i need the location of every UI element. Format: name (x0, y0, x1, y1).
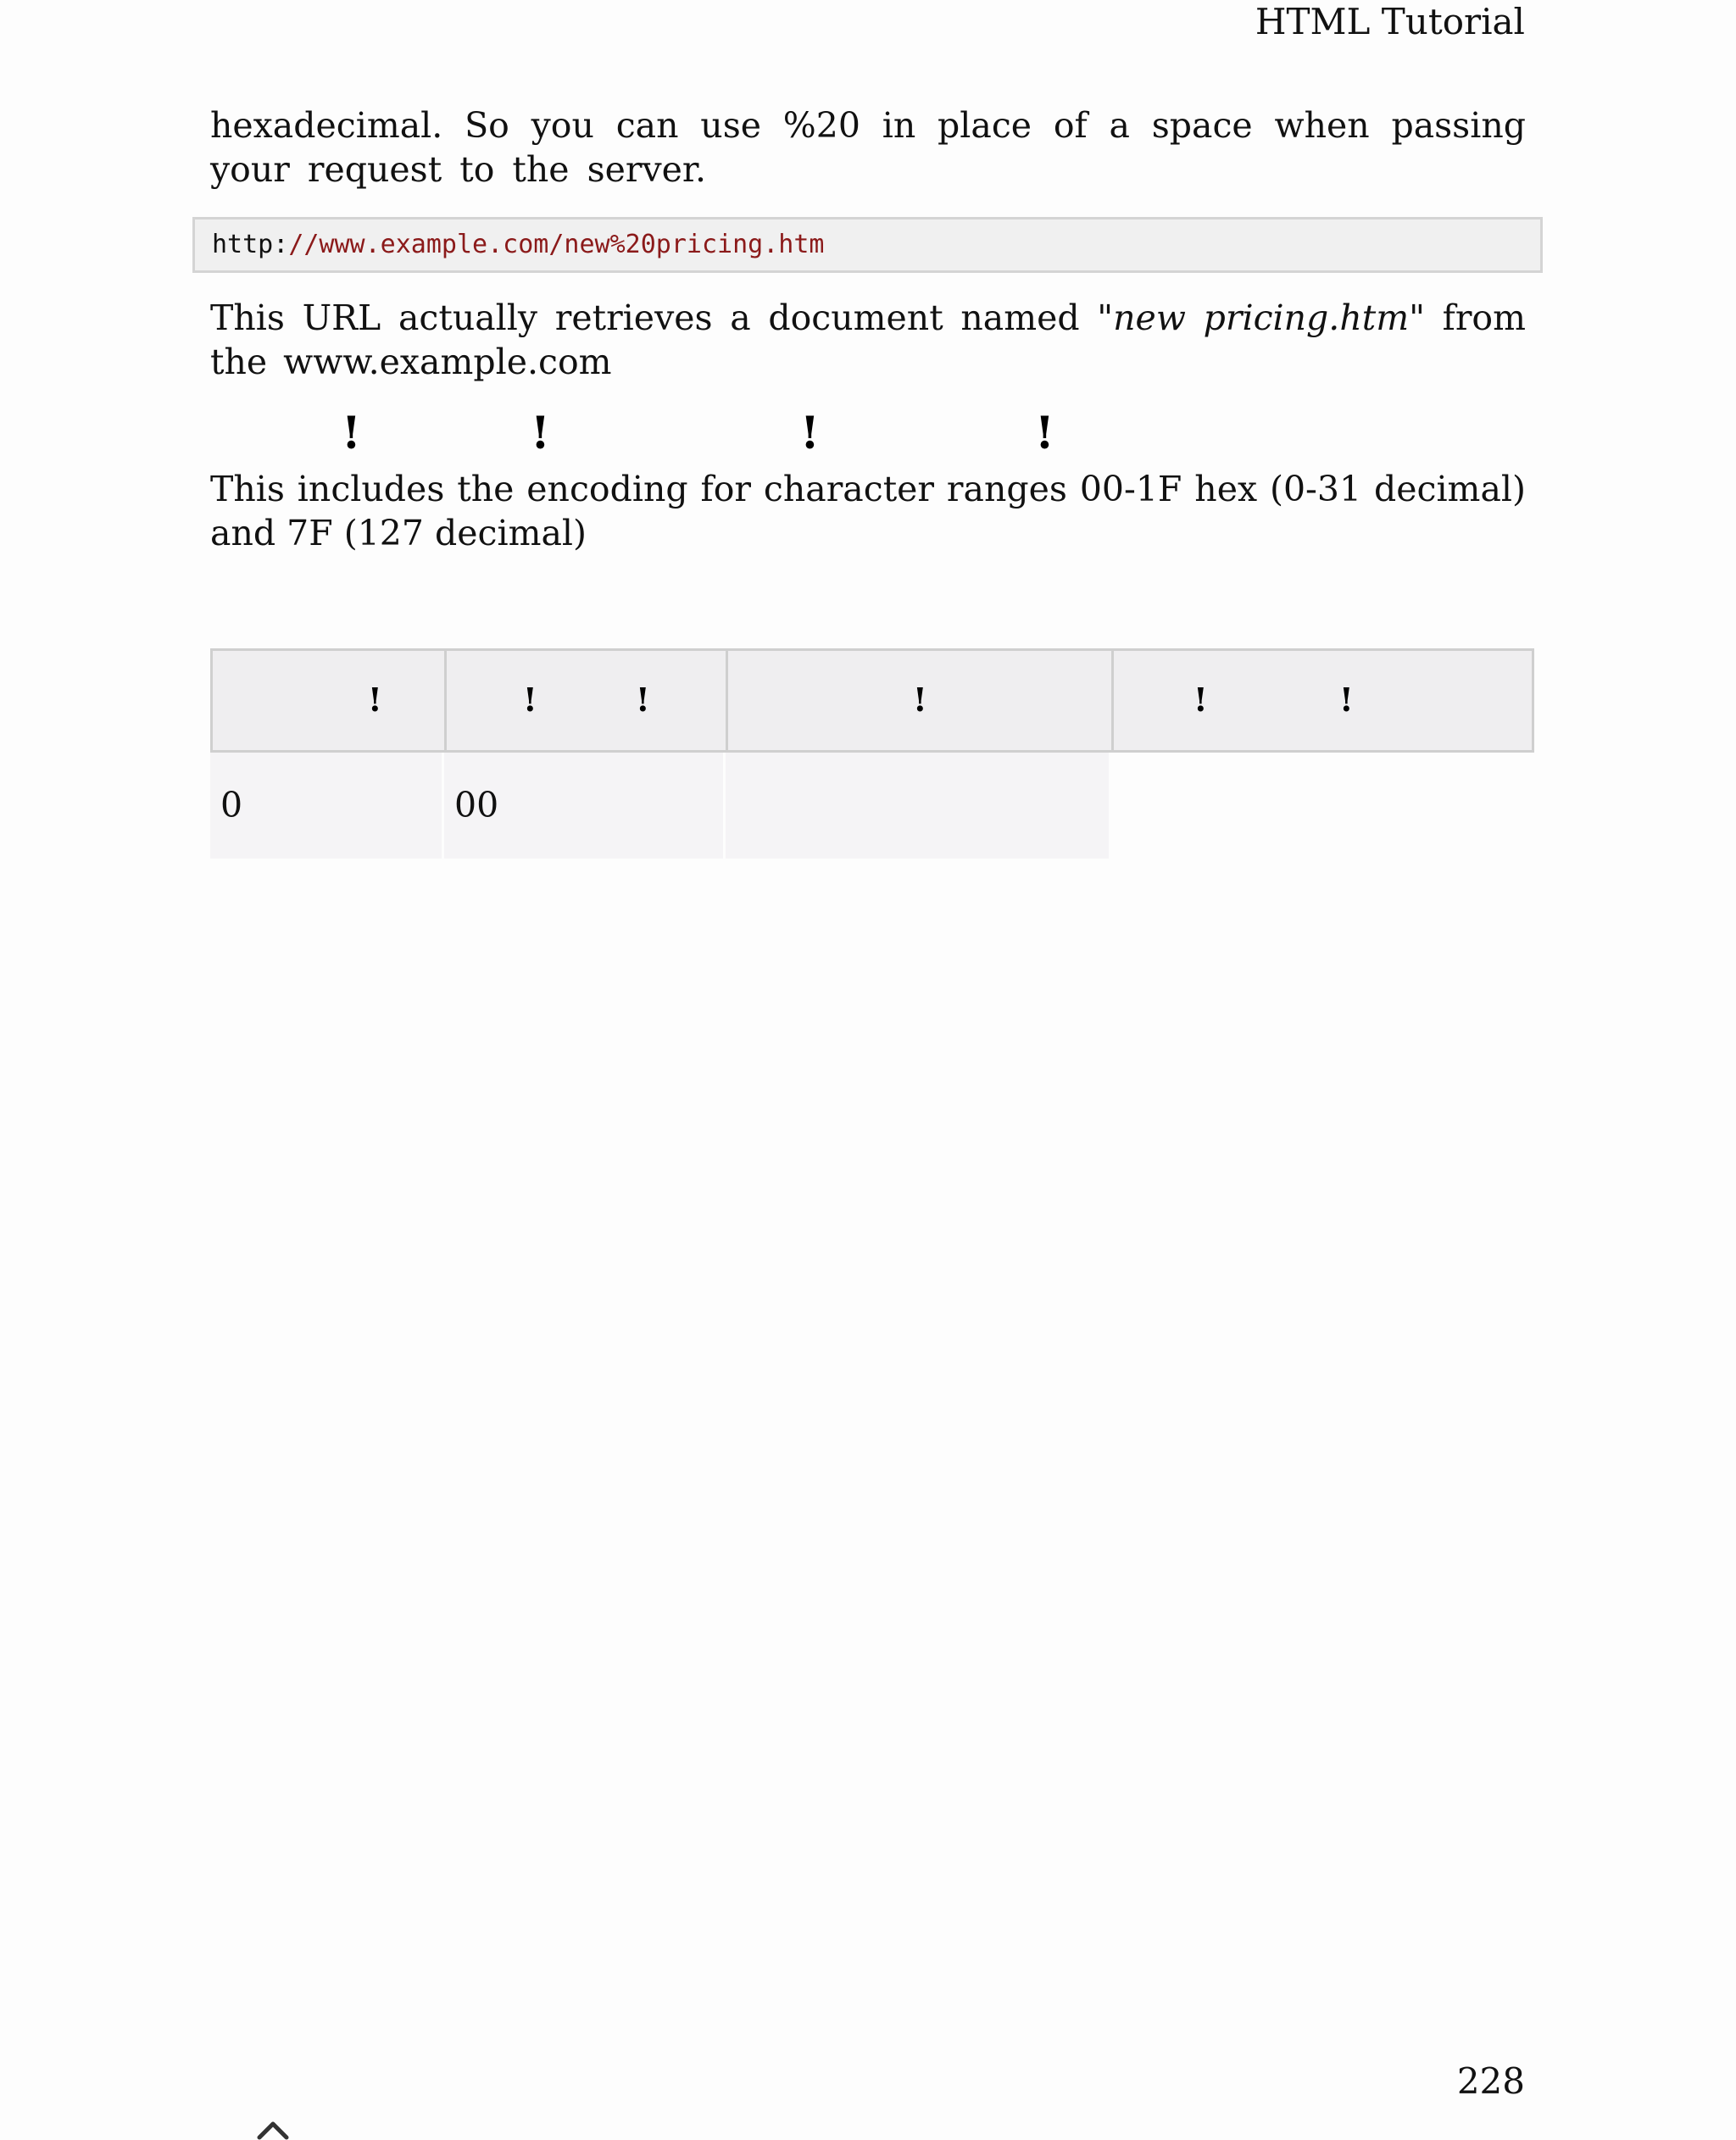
table-header-glyph: ! (1194, 681, 1208, 719)
table-cell-hex: 00 (444, 753, 723, 859)
table-header-glyph: ! (368, 681, 382, 719)
table-cell-symbol (726, 753, 1109, 859)
table-header-glyph: ! (523, 681, 537, 719)
paragraph-encoding-ranges: This includes the encoding for character ranges 00-1F hex (0-31 decimal) and 7F (127 decimal) (210, 469, 1526, 553)
table-header-glyph: ! (1339, 681, 1354, 719)
paragraph-url-filename: "new pricing.htm" (1097, 297, 1425, 338)
chevron-up-icon[interactable] (256, 2119, 290, 2140)
running-header: HTML Tutorial (1255, 1, 1525, 42)
table-column-divider (726, 651, 728, 750)
heading-glyph: ! (1035, 408, 1054, 459)
table-column-divider (1111, 651, 1114, 750)
code-url: //www.example.com/new%20pricing.htm (288, 230, 825, 259)
table-cell-decimal: 0 (210, 753, 442, 859)
table-row (210, 753, 1534, 859)
heading-glyph: ! (800, 408, 820, 459)
table-header-glyph: ! (636, 681, 650, 719)
paragraph-url-explanation (210, 296, 1526, 384)
page-number: 228 (1456, 2060, 1525, 2102)
code-block (192, 217, 1543, 273)
paragraph-url-text-end: from the www.example.com (210, 297, 1526, 382)
code-scheme: http: (212, 230, 289, 259)
table-header-glyph: ! (913, 681, 927, 719)
heading-glyph-row (0, 409, 1736, 459)
table-header-row (210, 648, 1534, 753)
table-column-divider (444, 651, 447, 750)
paragraph-url-text-start: This URL actually retrieves a document named (210, 297, 1098, 338)
heading-glyph: ! (531, 408, 550, 459)
paragraph-hexadecimal: hexadecimal. So you can use %20 in place of a space when passing your request to the server. (210, 105, 1526, 190)
encoding-table (210, 648, 1534, 859)
heading-glyph: ! (342, 408, 361, 459)
